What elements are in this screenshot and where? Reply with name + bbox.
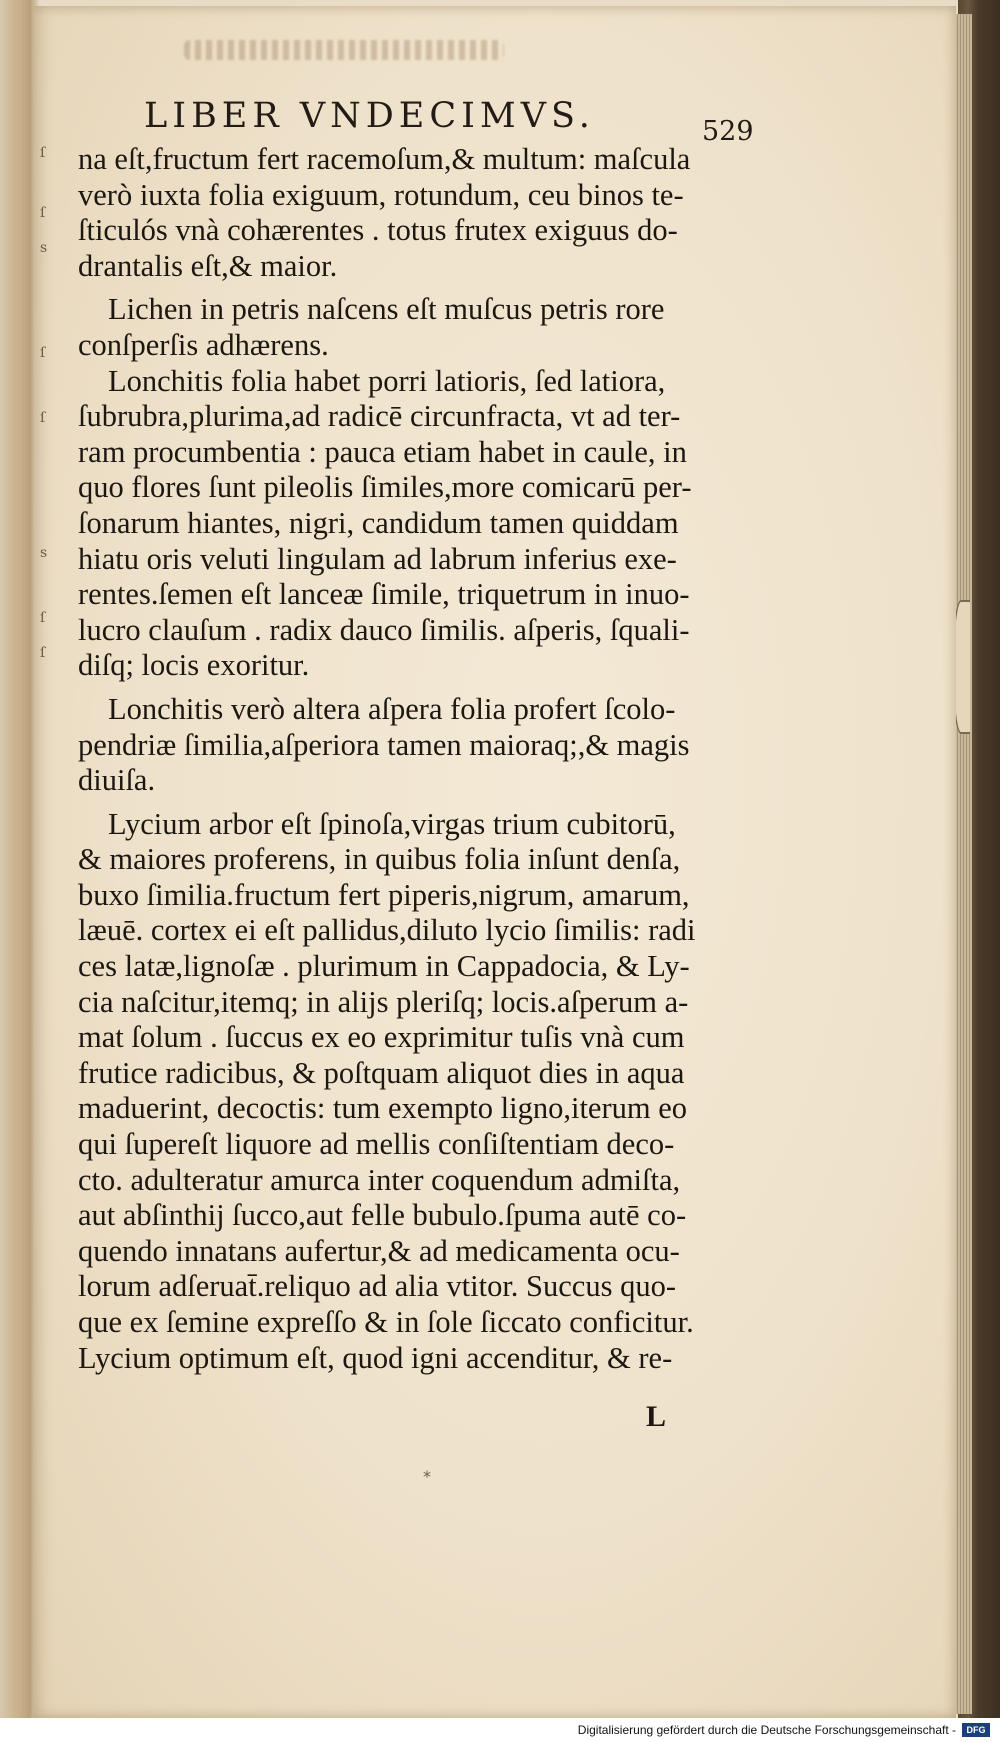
gutter-mark: ſ xyxy=(40,145,46,161)
text-line: lucro clauſum . radix dauco ſimilis. aſperis, ſquali- xyxy=(78,612,690,647)
text-line: quendo innatans aufertur,& ad medicamenta ocu- xyxy=(78,1233,680,1268)
text-line: læuē. cortex ei eſt pallidus,diluto lycio ſimilis: radi xyxy=(78,913,696,948)
text-line: rentes.ſemen eſt lanceæ ſimile, triquetrum in inuo- xyxy=(78,577,690,612)
gutter-mark: s xyxy=(40,240,48,256)
text-line: conſperſis adhærens. xyxy=(78,327,329,362)
text-line: cto. adulteratur amurca inter coquendum admiſta, xyxy=(78,1162,681,1197)
text-line: Lonchitis verò altera aſpera folia profert ſcolo- xyxy=(108,691,676,726)
funding-credit: Digitalisierung gefördert durch die Deutsche Forschungsgemeinschaft - xyxy=(577,1723,956,1737)
text-line: ces latæ,lignoſæ . plurimum in Cappadocia, & Ly- xyxy=(78,949,690,984)
dfg-logo: DFG xyxy=(962,1723,990,1737)
gutter-mark: ſ xyxy=(40,410,46,426)
text-line: que ex ſemine expreſſo & in ſole ſiccato conficitur. xyxy=(78,1305,694,1339)
text-line: & maiores proferens, in quibus folia inſunt denſa, xyxy=(78,842,681,877)
text-line: cia naſcitur,itemq; in alijs pleriſq; locis.aſperum a- xyxy=(78,984,689,1019)
gutter-mark: ſ xyxy=(40,345,46,361)
text-line: buxo ſimilia.fructum fert piperis,nigrum, amarum, xyxy=(78,877,690,912)
text-line: Lichen in petris naſcens eſt muſcus petris rore xyxy=(108,292,665,327)
running-head-title: LIBER VNDECIMVS. xyxy=(144,96,595,136)
text-line: aut abſinthij ſucco,aut felle bubulo.ſpuma autē co- xyxy=(78,1198,687,1233)
footer-bar xyxy=(0,1718,1000,1742)
gutter-mark: s xyxy=(40,545,48,561)
text-line: ſubrubra,plurima,ad radicē circunfracta, vt ad ter- xyxy=(78,399,681,434)
text-line: diuiſa. xyxy=(78,763,156,798)
text-line: maduerint, decoctis: tum exempto ligno,iterum eo xyxy=(78,1091,688,1126)
text-line: lorum adſeruat̄.reliquo ad alia vtitor. Succus quo- xyxy=(78,1269,676,1304)
gutter-margin xyxy=(34,146,68,1046)
body-text xyxy=(78,142,778,1376)
gutter-mark: ſ xyxy=(40,645,46,661)
gutter-mark: ſ xyxy=(40,205,46,221)
text-line: Lycium optimum eſt, quod igni accenditur, & re- xyxy=(78,1340,673,1375)
page-number: 529 xyxy=(702,116,754,147)
text-line: ſticulós vnà cohærentes . totus frutex exiguus do- xyxy=(78,213,678,248)
text-line: qui ſupereſt liquore ad mellis conſiſtentiam deco- xyxy=(78,1127,675,1162)
book-page xyxy=(34,6,956,1718)
text-line: verò iuxta folia exiguum, rotundum, ceu binos te- xyxy=(78,177,684,212)
text-line: na eſt,fructum fert racemoſum,& multum: maſcula xyxy=(78,142,691,176)
ink-smudge xyxy=(184,40,504,60)
text-line: pendriæ ſimilia,aſperiora tamen maioraq;,& magis xyxy=(78,727,690,762)
text-line: diſq; locis exoritur. xyxy=(78,648,310,683)
paragraph-gap xyxy=(78,284,778,292)
signature-mark: * xyxy=(423,1467,431,1486)
text-line: ram procumbentia : pauca etiam habet in caule, in xyxy=(78,434,687,469)
text-line: drantalis eſt,& maior. xyxy=(78,248,338,283)
text-line: Lonchitis folia habet porri latioris, ſed latiora, xyxy=(108,363,666,398)
text-line: frutice radicibus, & poſtquam aliquot dies in aqua xyxy=(78,1055,685,1090)
text-line: ſonarum hiantes, nigri, candidum tamen quiddam xyxy=(78,505,679,540)
paragraph-gap xyxy=(78,799,778,807)
catchword: L xyxy=(646,1400,667,1433)
text-line: mat ſolum . ſuccus ex eo exprimitur tuſis vnà cum xyxy=(78,1020,685,1055)
text-line: quo flores ſunt pileolis ſimiles,more comicarū per- xyxy=(78,470,692,505)
text-line: Lycium arbor eſt ſpinoſa,virgas trium cubitorū, xyxy=(108,806,676,841)
gutter-mark: ſ xyxy=(40,610,46,626)
paragraph-gap xyxy=(78,684,778,692)
text-line: hiatu oris veluti lingulam ad labrum inferius exe- xyxy=(78,541,677,576)
